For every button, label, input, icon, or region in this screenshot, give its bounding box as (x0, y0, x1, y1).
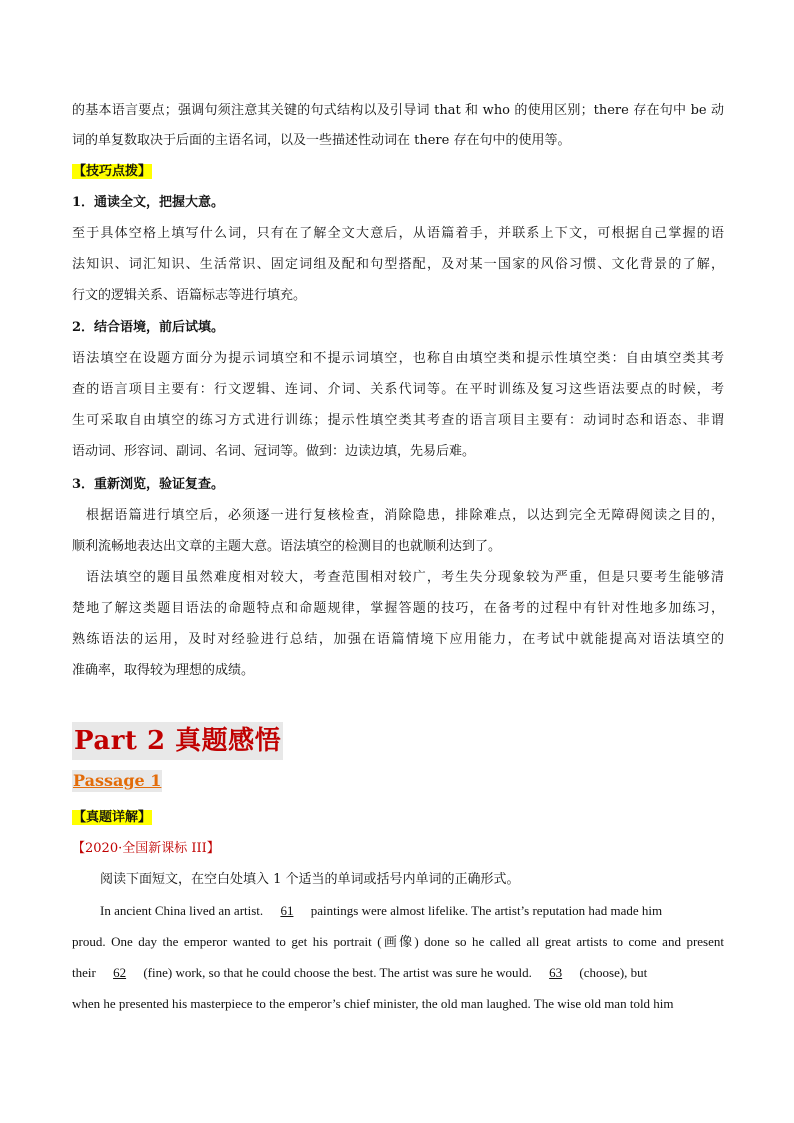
intro-line-1: 的基本语言要点；强调句须注意其关键的句式结构以及引导词 that 和 who 的使用区别；there 存在句中 be 动 (72, 103, 724, 118)
section-1-line-3: 行文的逻辑关系、语篇标志等进行填充。 (72, 288, 307, 303)
detail-heading-row (72, 808, 724, 828)
blank-63: 63 (549, 965, 563, 980)
section-2-line-3: 生可采取自由填空的练习方式进行训练；提示性填空类其考查的语言项目主要有：动词时态和语态、非谓 (72, 413, 724, 428)
summary-line-1: 语法填空的题目虽然难度相对较大，考查范围相对较广，考生失分现象较为严重，但是只要考生能够清 (86, 570, 724, 585)
section-2-line-2: 查的语言项目主要有：行文逻辑、连词、介词、关系代词等。在平时训练及复习这些语法要点的时候，考 (72, 382, 724, 397)
section-2-title: 2．结合语境，前后试填。 (72, 320, 225, 335)
passage-line-3 (72, 963, 724, 983)
section-2-line-1: 语法填空在设题方面分为提示词填空和不提示词填空，也称自由填空类和提示性填空类：自由填空类其考 (72, 351, 724, 366)
summary-line-3: 熟练语法的运用，及时对经验进行总结，加强在语篇情境下应用能力，在考试中就能提高对语法填空的 (72, 632, 724, 647)
tips-heading: 【技巧点拨】 (73, 164, 152, 179)
passage-text: (fine) work, so that he could choose the best. The artist was sure he would. (143, 965, 532, 980)
blank-61: 61 (280, 903, 294, 918)
section-2-line-4: 语动词、形容词、副词、名词、冠词等。做到：边读边填，先易后难。 (72, 444, 476, 459)
section-3-line-1: 根据语篇进行填空后，必须逐一进行复核检查，消除隐患，排除难点，以达到完全无障碍阅读之目的， (86, 508, 724, 523)
summary-line-4: 准确率，取得较为理想的成绩。 (72, 663, 255, 678)
passage-text: (choose), but (579, 965, 648, 980)
passage-line-2: proud. One day the emperor wanted to get his portrait (画像) done so he called all great artists to come and present (72, 934, 724, 949)
passage-text: their (72, 965, 96, 980)
section-1-line-2: 法知识、词汇知识、生活常识、固定词组及配和句型搭配，及对某一国家的风俗习惯、文化背景的了解， (72, 257, 724, 272)
passage-text: In ancient China lived an artist. (100, 903, 264, 918)
passage-line-1 (100, 901, 724, 921)
summary-line-2: 楚地了解这类题目语法的命题特点和命题规律，掌握答题的技巧，在备考的过程中有针对性地多加练习， (72, 601, 724, 616)
intro-line-2: 词的单复数取决于后面的主语名词，以及一些描述性动词在 there 存在句中的使用等。 (72, 133, 571, 148)
passage-text: paintings were almost lifelike. The artist’s reputation had made him (310, 903, 663, 918)
detail-heading: 【真题详解】 (73, 810, 152, 825)
passage-1-heading: Passage 1 (73, 771, 162, 790)
section-3-title: 3．重新浏览，验证复查。 (72, 477, 225, 492)
section-3-line-2: 顺利流畅地表达出文章的主题大意。语法填空的检测目的也就顺利达到了。 (72, 539, 502, 554)
section-1-title: 1．通读全文，把握大意。 (72, 195, 225, 210)
section-1-line-1: 至于具体空格上填写什么词，只有在了解全文大意后，从语篇着手，并联系上下文，可根据自己掌握的语 (72, 226, 724, 241)
tips-heading-row (72, 162, 724, 182)
instruction-line: 阅读下面短文，在空白处填入 1 个适当的单词或括号内单词的正确形式。 (100, 872, 520, 887)
blank-62: 62 (113, 965, 127, 980)
passage-line-4: when he presented his masterpiece to the emperor’s chief minister, the old man laughed. The wise old man told him (72, 996, 674, 1011)
part-2-title: Part 2 真题感悟 (72, 722, 283, 760)
exam-source: 【2020·全国新课标 III】 (72, 841, 220, 856)
